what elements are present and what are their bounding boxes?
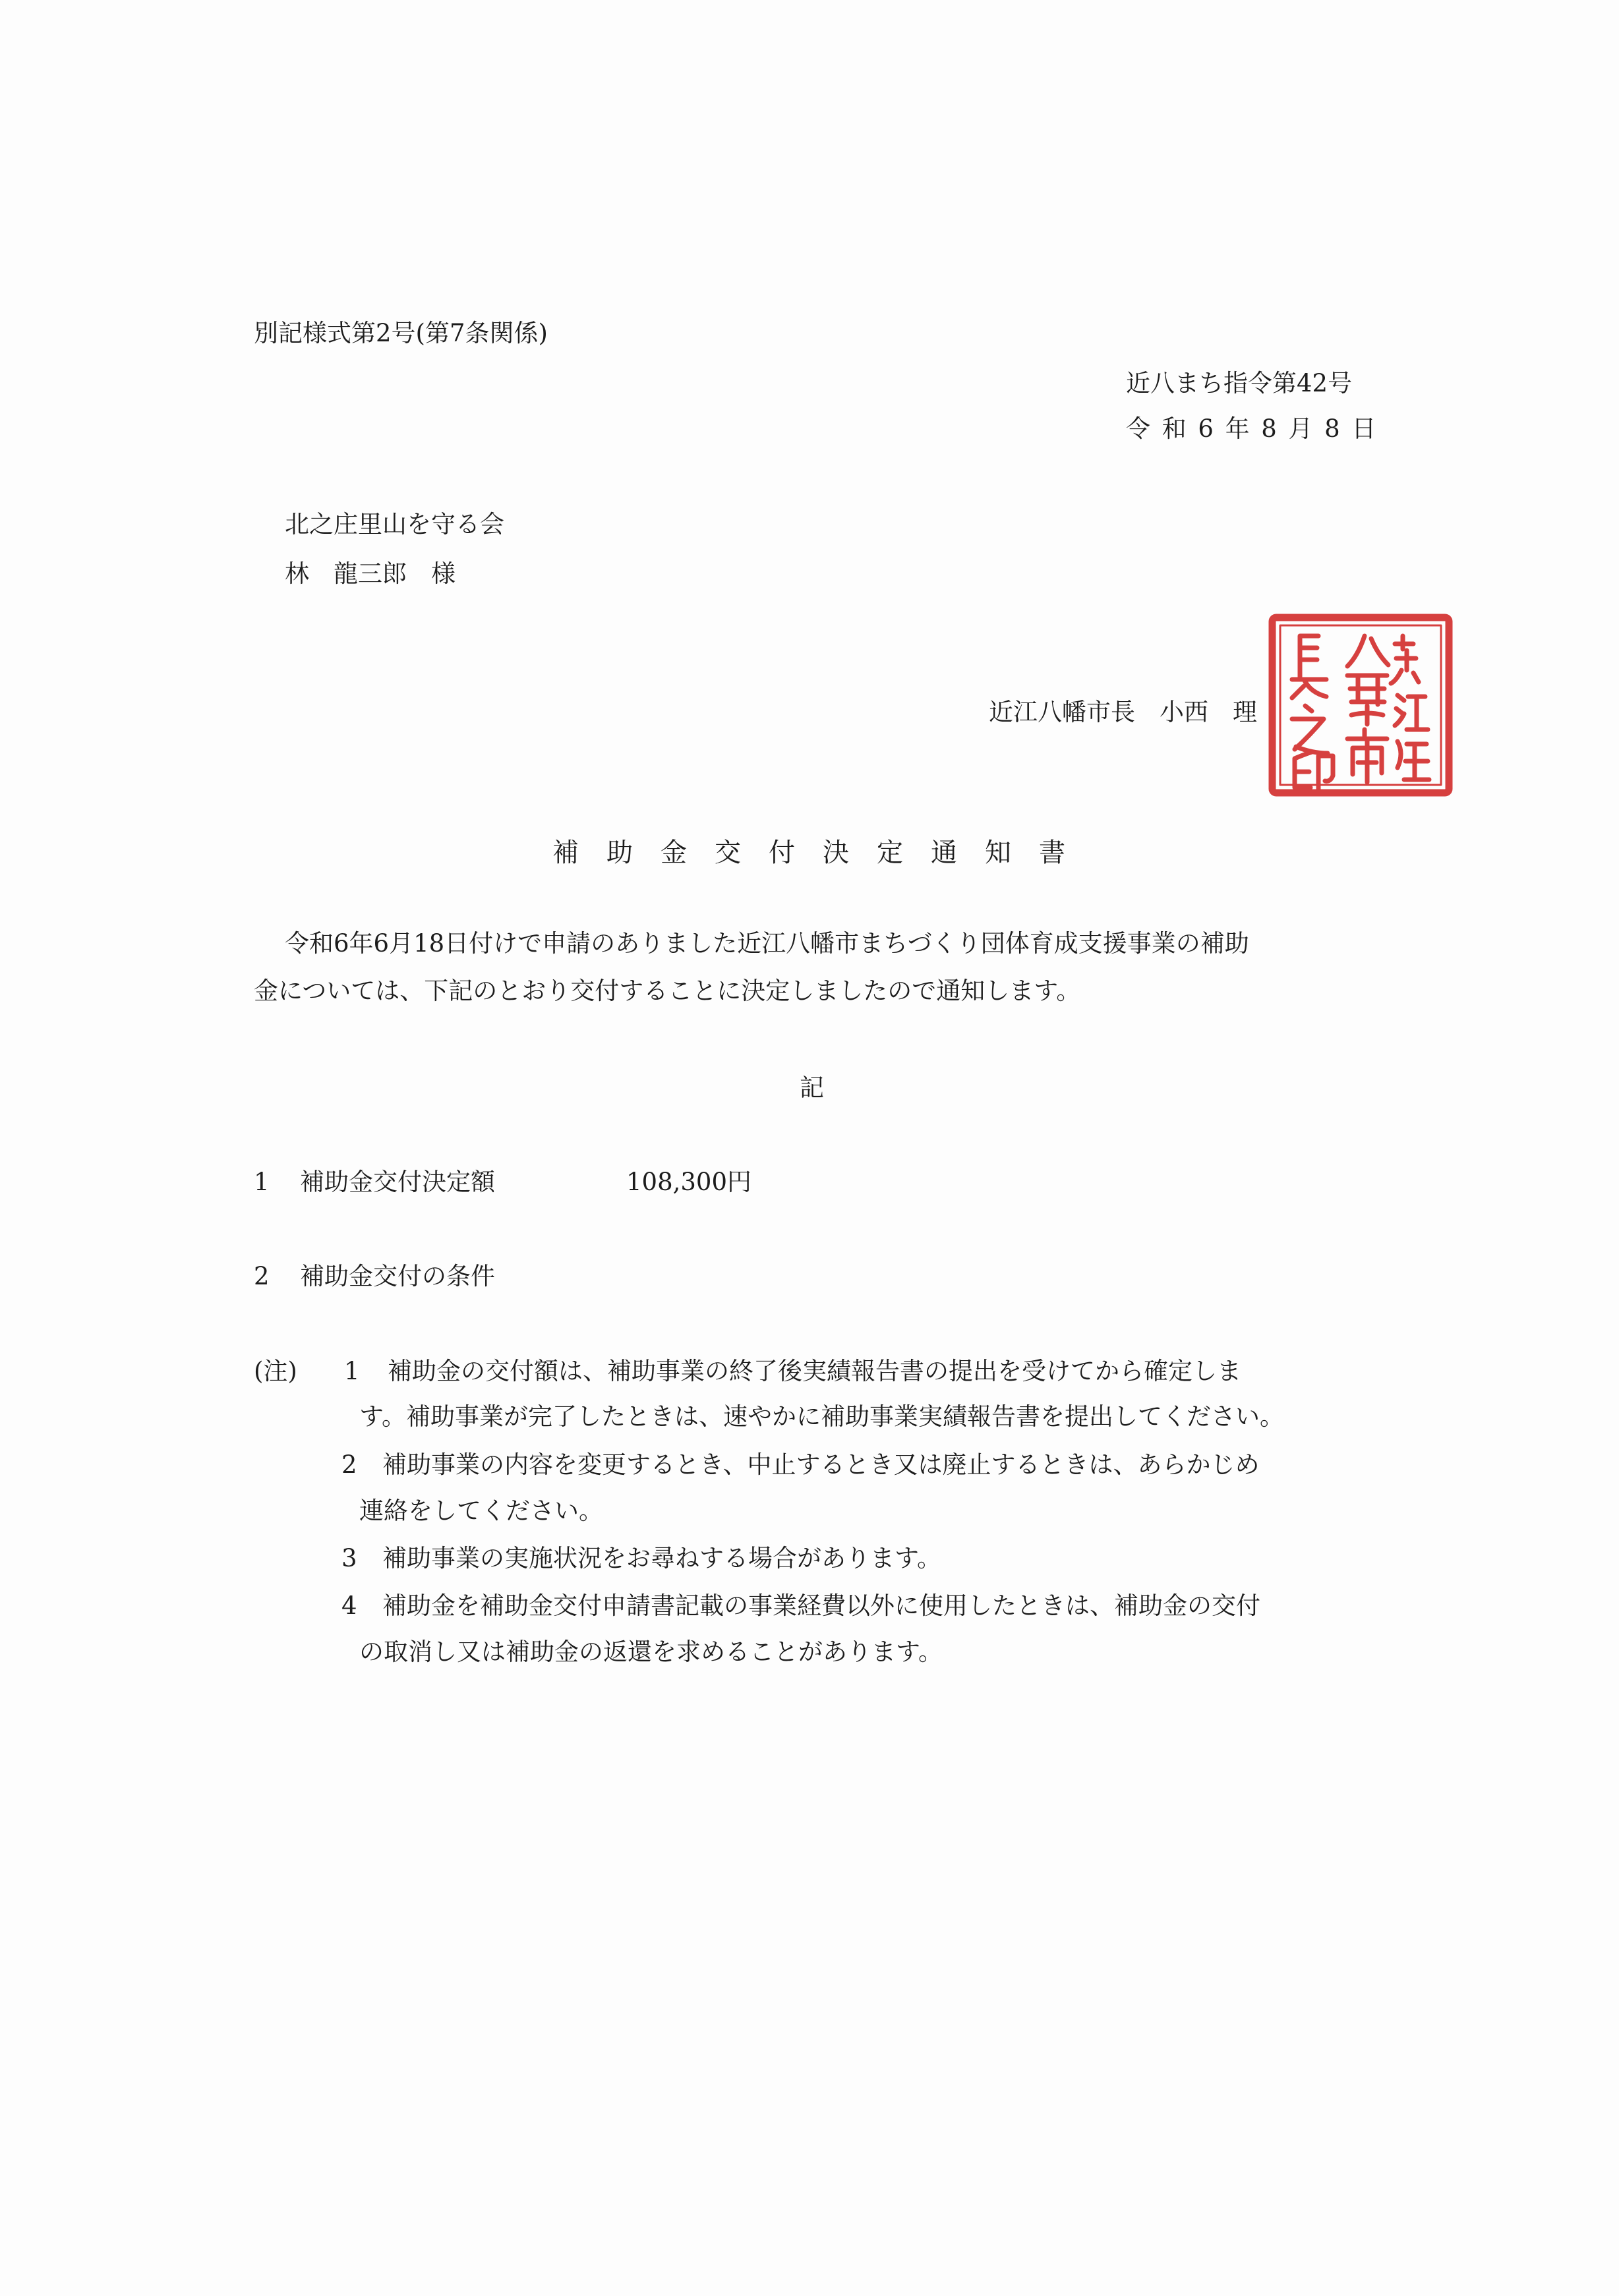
body-line-2: 金については、下記のとおり交付することに決定しましたので通知します。 [254,977,1081,1005]
note-3-number: 3 [341,1544,357,1572]
reference-number: 近八まち指令第42号 [1126,369,1353,397]
note-3-line-1: 補助事業の実施状況をお尋ねする場合があります。 [382,1544,942,1572]
official-seal [1266,610,1457,801]
note-2-line-1: 補助事業の内容を変更するとき、中止するとき又は廃止するときは、あらかじめ [382,1450,1260,1479]
note-2-line-2: 連絡をしてください。 [359,1497,603,1525]
item-2-label: 補助金交付の条件 [300,1262,495,1290]
body-line-1: 令和6年6月18日付けで申請のありました近江八幡市まちづくり団体育成支援事業の補助 [285,929,1249,958]
form-label: 別記様式第2号(第7条関係) [254,319,548,347]
item-1-label: 補助金交付決定額 [300,1168,495,1196]
recipient-organization: 北之庄里山を守る会 [285,510,504,538]
item-1-number: 1 [254,1168,270,1196]
recipient-name: 林 龍三郎 様 [285,560,456,588]
document-title: 補助金交付決定通知書 [552,838,1093,868]
ki-heading: 記 [800,1074,824,1102]
note-4-number: 4 [341,1592,357,1620]
note-4-line-1: 補助金を補助金交付申請書記載の事業経費以外に使用したときは、補助金の交付 [382,1592,1260,1620]
note-4-line-2: の取消し又は補助金の返還を求めることがあります。 [359,1638,943,1666]
sender-name: 近江八幡市長 小西 理 [989,698,1257,726]
notes-label: (注) [254,1357,297,1385]
note-2-number: 2 [341,1450,357,1479]
item-2-number: 2 [254,1262,270,1290]
note-1-line-2: す。補助事業が完了したときは、速やかに補助事業実績報告書を提出してください。 [359,1402,1285,1431]
note-1-line-1: 補助金の交付額は、補助事業の終了後実績報告書の提出を受けてから確定しま [388,1357,1241,1385]
item-1-value: 108,300円 [626,1168,752,1196]
document-date: 令 和 6 年 8 月 8 日 [1126,415,1378,443]
note-1-number: 1 [344,1357,360,1385]
